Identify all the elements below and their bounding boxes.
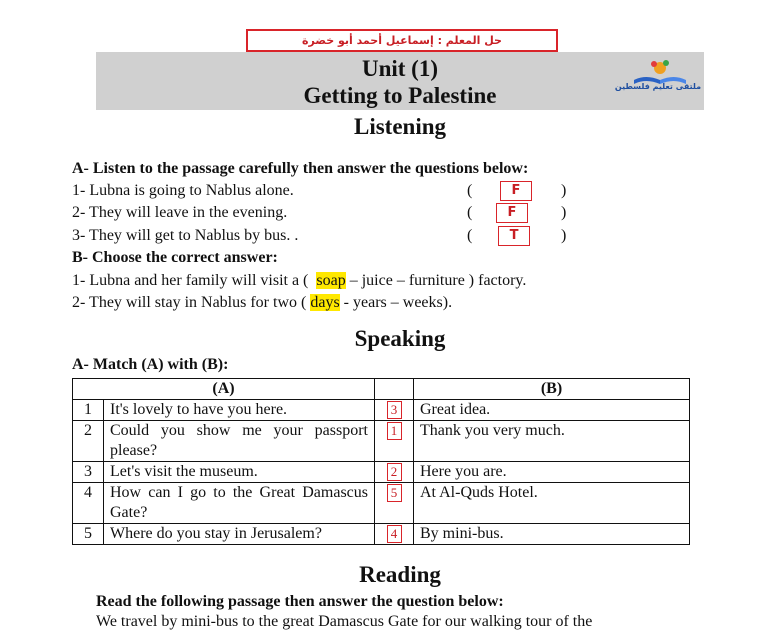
unit-number: Unit (1) <box>361 56 439 81</box>
listening-item-2: 2- They will leave in the evening. <box>72 204 288 221</box>
table-row <box>73 524 690 545</box>
answer-box: 1 <box>387 422 402 440</box>
answer-box: 3 <box>387 401 402 419</box>
unit-title: Getting to Palestine <box>303 83 497 108</box>
choose-item-2 <box>72 294 452 312</box>
table-row <box>73 421 690 462</box>
match-table <box>72 378 690 545</box>
listening-item-3: 3- They will get to Nablus by bus. . <box>72 227 299 244</box>
listening-part-a-heading: A- Listen to the passage carefully then answer the questions below: <box>72 160 529 177</box>
row-number: 4 <box>73 483 104 524</box>
answer-header-cell <box>375 379 414 400</box>
choose-item-1-answer: soap <box>316 272 346 289</box>
reading-instruction: Read the following passage then answer the question below: <box>96 593 504 610</box>
answer-box: F <box>496 203 528 223</box>
paren-close: ) <box>561 182 567 199</box>
row-number: 2 <box>73 421 104 462</box>
row-phrase-b: By mini-bus. <box>414 524 690 545</box>
row-answer <box>375 421 414 462</box>
paren-open: ( <box>467 182 473 199</box>
table-row <box>73 462 690 483</box>
listening-part-b-heading: B- Choose the correct answer: <box>72 249 278 266</box>
row-phrase-a: It's lovely to have you here. <box>104 400 375 421</box>
answer-box: T <box>498 226 530 246</box>
answer-box: 2 <box>387 463 402 481</box>
listening-item-1: 1- Lubna is going to Nablus alone. <box>72 182 294 199</box>
choose-item-2-post: - years – weeks). <box>343 294 453 311</box>
row-phrase-b: At Al-Quds Hotel. <box>414 483 690 524</box>
table-row <box>73 483 690 524</box>
row-answer <box>375 524 414 545</box>
row-phrase-b: Here you are. <box>414 462 690 483</box>
choose-item-1 <box>72 272 526 290</box>
row-phrase-a: How can I go to the Great Damascus Gate? <box>104 483 375 524</box>
answer-box: 5 <box>387 484 402 502</box>
answer-box: 4 <box>387 525 402 543</box>
row-phrase-b: Great idea. <box>414 400 690 421</box>
reading-title: Reading <box>359 562 441 587</box>
logo-text: ملتقى تعليم فلسطين <box>614 82 702 91</box>
choose-item-1-post: – juice – furniture ) factory. <box>349 272 527 289</box>
row-phrase-a: Where do you stay in Jerusalem? <box>104 524 375 545</box>
row-number: 3 <box>73 462 104 483</box>
row-answer <box>375 483 414 524</box>
row-number: 5 <box>73 524 104 545</box>
speaking-title: Speaking <box>354 326 446 351</box>
listening-title: Listening <box>353 114 447 139</box>
row-answer <box>375 462 414 483</box>
choose-item-2-pre: 2- They will stay in Nablus for two ( <box>72 294 307 311</box>
choose-item-1-pre: 1- Lubna and her family will visit a ( <box>72 272 309 289</box>
table-row <box>73 400 690 421</box>
column-b-header: (B) <box>414 379 690 400</box>
row-answer <box>375 400 414 421</box>
row-phrase-b: Thank you very much. <box>414 421 690 462</box>
choose-item-2-answer: days <box>310 294 340 311</box>
paren-open: ( <box>467 204 473 221</box>
speaking-heading: A- Match (A) with (B): <box>72 356 229 373</box>
reading-passage: We travel by mini-bus to the great Damascus Gate for our walking tour of the <box>96 613 593 630</box>
paren-open: ( <box>467 227 473 244</box>
paren-close: ) <box>561 227 567 244</box>
row-phrase-a: Let's visit the museum. <box>104 462 375 483</box>
paren-close: ) <box>561 204 567 221</box>
table-header-row <box>73 379 690 400</box>
teacher-credit: حل المعلم : إسماعيل أحمد أبو خضرة <box>246 29 558 52</box>
row-number: 1 <box>73 400 104 421</box>
column-a-header: (A) <box>73 379 375 400</box>
row-phrase-a: Could you show me your passport please? <box>104 421 375 462</box>
answer-box: F <box>500 181 532 201</box>
